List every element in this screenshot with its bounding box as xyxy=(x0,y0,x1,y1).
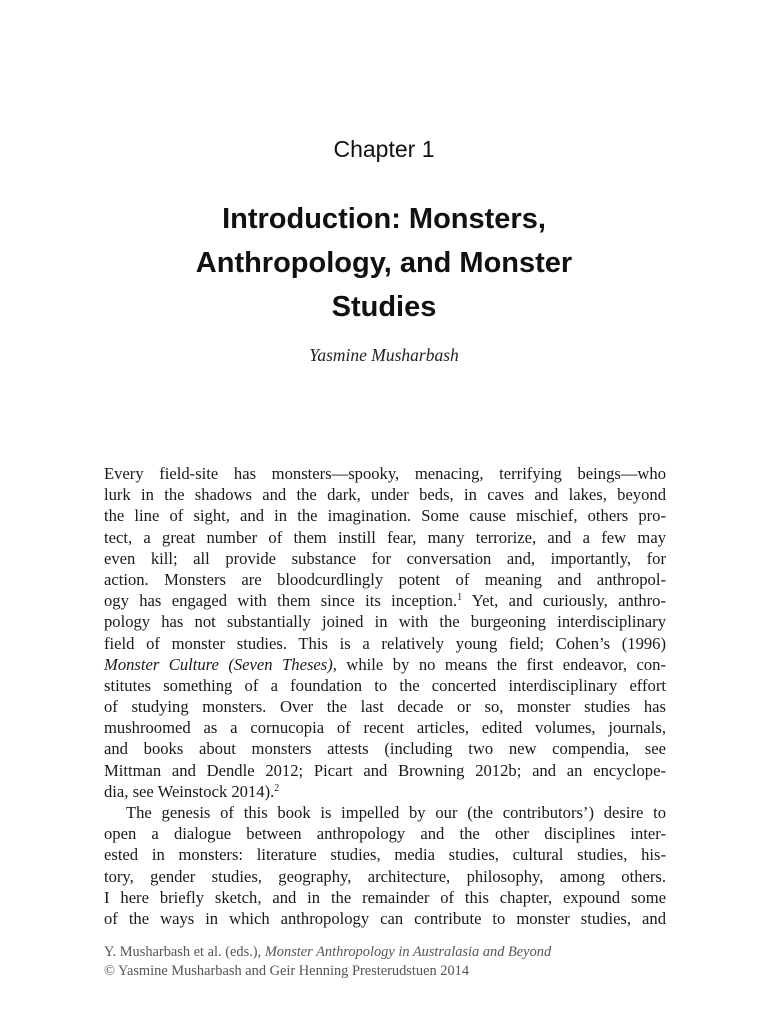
body-line: Mittman and Dendle 2012; Picart and Browning 2012b; and an encyclope- xyxy=(104,760,666,780)
chapter-title-line: Anthropology, and Monster xyxy=(195,247,573,279)
chapter-title xyxy=(104,197,664,329)
footnote-marker-1[interactable]: 1 xyxy=(457,592,463,604)
chapter-author: Yasmine Musharbash xyxy=(309,345,459,365)
body-line: and books about monsters attests (including two new compendia, see xyxy=(104,739,666,759)
body-line: Every field-site has monsters—spooky, menacing, terrifying beings—who xyxy=(104,464,666,483)
chapter-title-line: Introduction: Monsters, xyxy=(222,203,546,235)
body-line: the line of sight, and in the imagination. Some cause mischief, others pro- xyxy=(104,506,666,526)
body-line: action. Monsters are bloodcurdlingly potent of meaning and anthropol- xyxy=(104,569,666,589)
body-line: open a dialogue between anthropology and the other disciplines inter- xyxy=(104,824,666,844)
book-title-italic: Monster Culture (Seven Theses) xyxy=(104,654,333,674)
text-run: ogy has engaged with them since its inception. xyxy=(104,591,458,611)
chapter-title-line: Studies xyxy=(331,291,437,323)
footer-citation-prefix: Y. Musharbash et al. (eds.), xyxy=(104,944,265,960)
body-line: The genesis of this book is impelled by our (the contributors’) desire to xyxy=(126,803,666,822)
body-line: I here briefly sketch, and in the remainder of this chapter, expound some xyxy=(104,887,666,907)
body-line xyxy=(104,590,666,611)
footer-book-title: Monster Anthropology in Australasia and Beyond xyxy=(264,944,552,960)
body-line: ested in monsters: literature studies, media studies, cultural studies, his- xyxy=(104,845,666,865)
text-run: , while by no means the first endeavor, con- xyxy=(332,654,666,674)
body-line: lurk in the shadows and the dark, under beds, in caves and lakes, beyond xyxy=(104,485,666,505)
body-line: tory, gender studies, geography, architecture, philosophy, among others. xyxy=(104,866,666,886)
body-line: field of monster studies. This is a relatively young field; Cohen’s (1996) xyxy=(104,633,666,653)
page-footer xyxy=(104,943,664,980)
body-line: stitutes something of a foundation to the concerted interdisciplinary effort xyxy=(104,675,666,695)
body-text xyxy=(104,463,666,929)
body-line xyxy=(104,781,666,802)
body-line: of the ways in which anthropology can contribute to monster studies, and xyxy=(104,908,666,928)
body-line: mushroomed as a cornucopia of recent articles, edited volumes, journals, xyxy=(104,718,666,738)
body-line: pology has not substantially joined in with the burgeoning interdisciplinary xyxy=(104,612,666,632)
body-line xyxy=(104,654,666,675)
footer-citation xyxy=(104,943,664,962)
chapter-label: Chapter 1 xyxy=(333,136,435,162)
footnote-marker-2[interactable]: 2 xyxy=(274,782,280,794)
body-line: even kill; all provide substance for conversation and, importantly, for xyxy=(104,548,666,568)
footer-copyright: © Yasmine Musharbash and Geir Henning Presterudstuen 2014 xyxy=(104,962,470,979)
body-line: of studying monsters. Over the last decade or so, monster studies has xyxy=(104,697,666,717)
text-run: Yet, and curiously, anthro- xyxy=(462,591,666,611)
body-line: tect, a great number of them instill fear, many terrorize, and a few may xyxy=(104,527,666,547)
text-run: dia, see Weinstock 2014). xyxy=(104,781,275,801)
